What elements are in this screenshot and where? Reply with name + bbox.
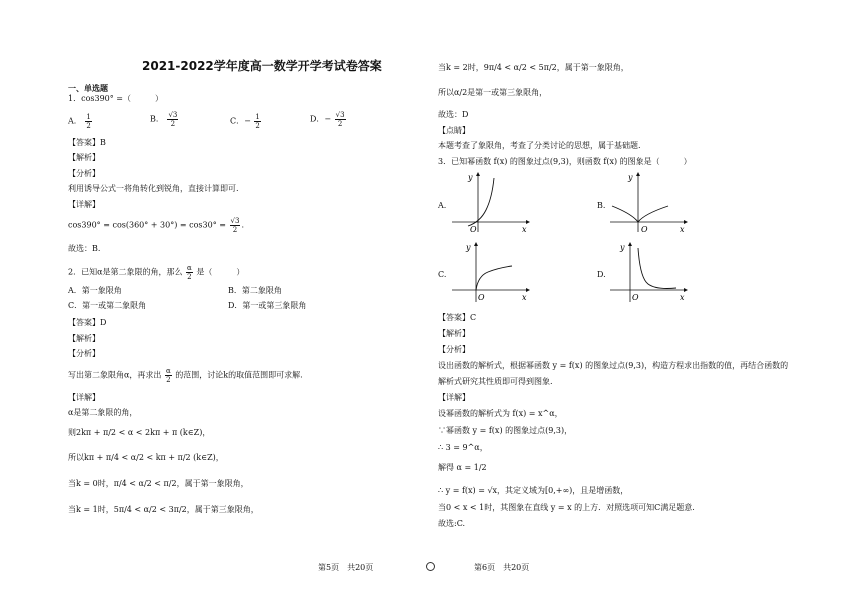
svg-text:y: y [468,173,473,182]
svg-text:x: x [522,225,527,234]
binding-circle-icon [426,562,435,571]
svg-text:O: O [632,293,639,302]
q3-line: ∴ 3 = 9^α， [438,443,488,452]
fraction: $\frac{1}{2}$ [255,113,260,130]
q2-fenxi: 【分析】 [68,349,100,358]
q3-fenxi-text: 设出函数的解析式，根据幂函数 y = f(x) 的图象过点(9,3)，构造方程求出指数的值，再结合函数的 [438,361,789,370]
q2-line: 所以α/2是第一或第三象限角， [438,88,548,97]
q3-detail: 【详解】 [438,393,470,402]
fraction: $\frac{1}{2}$ [86,113,91,130]
q2-option-b: B．第二象限角 [228,286,282,295]
q2-dianjing-text: 本题考查了象限角，考查了分类讨论的思想，属于基础题. [438,141,641,150]
q1-detail-text: cos390° = cos(360° + 30°) = cos30° = $\frac{√3}{2}$ . [68,217,244,234]
q2-option-c: C．第一或第二象限角 [68,301,147,310]
q3-line: 设幂函数的解析式为 f(x) = x^α， [438,409,563,418]
q3-fenxi: 【分析】 [438,345,470,354]
section-heading: 一、单选题 [68,83,108,93]
fraction: $\frac{\alpha}{2}$ [165,367,171,384]
q1-option-d: D．− $\frac{√3}{2}$ [310,111,345,128]
q3-fenxi-text: 解析式研究其性质即可得到图象. [438,377,553,386]
q2-line: 当k = 2时，9π/4 < α/2 < 5π/2，属于第一象限角， [438,63,629,72]
q2-analysis: 【解析】 [68,334,100,343]
q1-conclusion: 故选：B. [68,244,101,253]
q1-analysis: 【解析】 [68,153,100,162]
svg-text:x: x [680,225,685,234]
q3-option-a: A. [438,201,447,210]
q2-line: 则2kπ + π/2 < α < 2kπ + π (k∈Z)， [68,428,211,437]
q3-analysis: 【解析】 [438,329,470,338]
q3-option-c: C. [438,270,447,279]
fraction: $\frac{√3}{2}$ [168,111,178,128]
graph-d [608,240,688,305]
graph-c [450,240,530,305]
q2-conclusion: 故选：D [438,110,469,119]
svg-text:O: O [470,225,477,234]
q3-line: 当0 < x < 1时，其图象在直线 y = x 的上方．对照选项可知C满足题意. [438,503,695,512]
q3-line: ∵幂函数 y = f(x) 的图象过点(9,3)， [438,426,573,435]
svg-text:O: O [478,293,485,302]
page-number-right: 第6页 共20页 [474,563,530,572]
document-title: 2021-2022学年度高一数学开学考试卷答案 [142,59,382,73]
q2-line: 所以kπ + π/4 < α/2 < kπ + π/2 (k∈Z)， [68,453,224,462]
q2-line: α是第二象限的角， [68,408,138,417]
q1-detail: 【详解】 [68,200,100,209]
q2-option-d: D．第一或第三象限角 [228,301,307,310]
svg-text:y: y [620,243,625,252]
q2-dianjing: 【点睛】 [438,126,470,135]
q1-stem: 1．cos390° =（ ） [68,94,164,103]
svg-text:x: x [522,293,527,302]
svg-text:y: y [466,243,471,252]
q2-stem: 2．已知α是第二象限的角，那么 $\frac{\alpha}{2}$ 是（ ） [68,264,245,281]
page-number-left: 第5页 共20页 [318,563,374,572]
q3-conclusion: 故选:C. [438,519,466,528]
q2-answer: 【答案】D [68,318,107,327]
q2-detail: 【详解】 [68,393,100,402]
q2-fenxi-text: 写出第二象限角α，再求出 $\frac{\alpha}{2}$ 的范围，讨论k的取值范围即可求解. [68,367,303,384]
graph-b [608,170,688,235]
svg-text:y: y [628,173,633,182]
svg-text:O: O [641,225,648,234]
q1-option-a: A． $\frac{1}{2}$ [68,113,91,130]
fraction: $\frac{√3}{2}$ [335,111,345,128]
q3-line: ∴ y = f(x) = √x，其定义域为[0,+∞)，且是增函数， [438,486,629,495]
q1-answer: 【答案】B [68,138,106,147]
q1-option-b: B． $\frac{√3}{2}$ [150,111,178,128]
svg-text:x: x [680,293,685,302]
fraction: $\frac{√3}{2}$ [230,217,240,234]
graph-a [450,170,530,235]
fraction: $\frac{\alpha}{2}$ [187,264,192,281]
q3-line: 解得 α = 1/2 [438,463,487,472]
q3-answer: 【答案】C [438,313,477,322]
q1-option-c: C．− $\frac{1}{2}$ [230,113,260,130]
q1-fenxi-text: 利用诱导公式一将角转化到锐角，直接计算即可. [68,184,239,193]
q2-option-a: A．第一象限角 [68,286,122,295]
q3-option-d: D. [597,270,606,279]
q3-stem: 3．已知幂函数 f(x) 的图象过点(9,3)，则函数 f(x) 的图象是（ ） [438,157,692,166]
q3-option-b: B. [597,201,606,210]
q1-fenxi: 【分析】 [68,169,100,178]
q2-line: 当k = 0时，π/4 < α/2 < π/2，属于第一象限角， [68,479,249,488]
q2-line: 当k = 1时，5π/4 < α/2 < 3π/2，属于第三象限角， [68,505,259,514]
